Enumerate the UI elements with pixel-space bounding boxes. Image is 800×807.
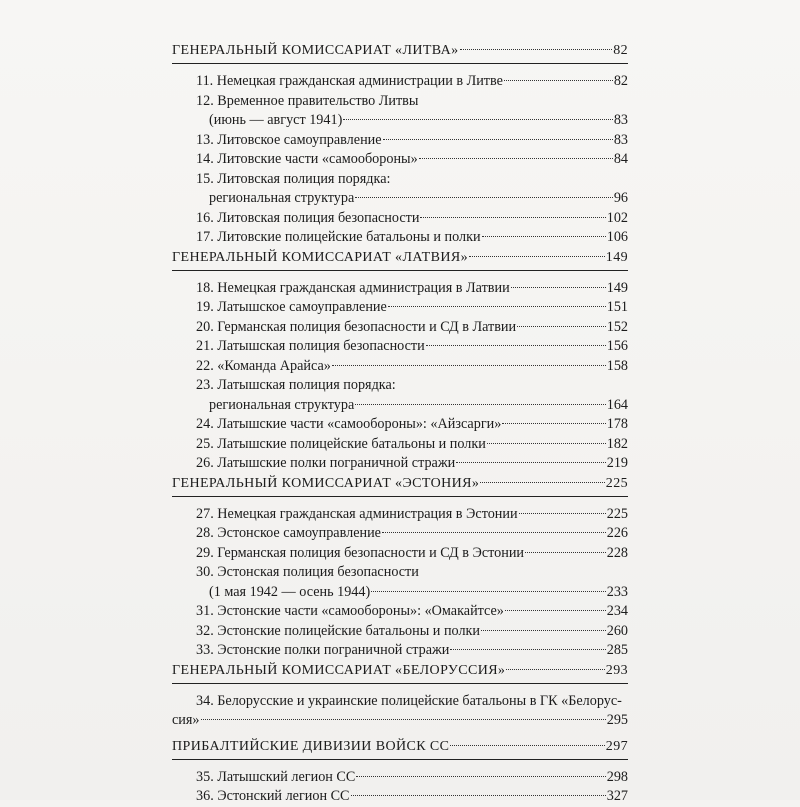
page-number: 151	[606, 299, 628, 315]
entry-title: (1 мая 1942 — осень 1944)	[209, 583, 371, 600]
page-number: 178	[606, 416, 628, 432]
leader-dots	[504, 80, 613, 81]
toc-section-heading	[172, 474, 628, 493]
entry-title: 13. Литовское самоуправление	[196, 131, 382, 148]
entry-title: (июнь — август 1941)	[209, 112, 343, 128]
page-number: 96	[613, 190, 628, 206]
leader-dots	[383, 139, 613, 140]
leader-dots	[511, 287, 606, 288]
section-title: ГЕНЕРАЛЬНЫЙ КОМИССАРИАТ «ЛИТВА»	[172, 43, 459, 58]
toc-section-heading	[172, 248, 628, 267]
entry-title: 19. Латышское самоуправление	[196, 299, 387, 315]
entry-title: региональная структура	[209, 190, 355, 206]
page-number: 298	[606, 768, 628, 785]
page-number: 285	[606, 642, 628, 658]
toc-section-heading	[172, 737, 628, 756]
entry-title: 16. Литовская полиция безопасности	[196, 209, 420, 226]
toc-entry	[172, 189, 628, 209]
leader-dots	[517, 326, 606, 327]
toc-entry	[172, 711, 628, 731]
entry-title: 17. Литовские полицейские батальоны и полки	[196, 229, 481, 245]
toc-entry	[172, 131, 628, 151]
toc-entry-line: 12. Временное правительство Литвы	[196, 92, 419, 109]
leader-dots	[201, 719, 606, 720]
toc-entry	[172, 298, 628, 318]
leader-dots	[382, 532, 606, 533]
page-number: 83	[613, 112, 628, 128]
entry-title: 31. Эстонские части «самообороны»: «Омакайтсе»	[196, 603, 504, 619]
toc-entry	[172, 415, 628, 435]
page-number: 83	[613, 131, 628, 148]
entry-title: 27. Немецкая гражданская администрация в Эстонии	[196, 505, 518, 522]
page-number: 82	[613, 43, 628, 58]
toc-entry	[172, 622, 628, 642]
leader-dots	[480, 482, 605, 483]
leader-dots	[450, 649, 605, 650]
toc-entry-line: 30. Эстонская полиция безопасности	[196, 564, 419, 580]
toc-entry	[172, 768, 628, 788]
page-number: 149	[606, 279, 628, 296]
toc-entry	[172, 209, 628, 229]
page-number: 297	[605, 738, 628, 754]
page-number: 158	[606, 357, 628, 374]
page-number: 225	[605, 475, 628, 491]
toc-entry	[172, 435, 628, 455]
leader-dots	[419, 158, 613, 159]
toc-entry	[172, 357, 628, 377]
section-divider	[172, 270, 628, 273]
section-divider	[172, 683, 628, 686]
entry-title: 24. Латышские части «самообороны»: «Айзсарги»	[196, 416, 502, 432]
toc-entry	[172, 396, 628, 416]
page-number: 106	[606, 229, 628, 245]
page-number: 293	[605, 662, 628, 678]
leader-dots	[505, 610, 606, 611]
toc-entry	[172, 505, 628, 525]
toc-entry	[172, 318, 628, 338]
page-number: 295	[606, 712, 628, 728]
leader-dots	[356, 776, 605, 777]
toc-entry	[172, 583, 628, 603]
entry-title: 25. Латышские полицейские батальоны и полки	[196, 435, 486, 452]
toc-entry	[172, 524, 628, 544]
page-number: 149	[605, 249, 628, 265]
entry-title: 20. Германская полиция безопасности и СД в Латвии	[196, 318, 517, 335]
leader-dots	[506, 669, 604, 670]
page-number: 182	[606, 435, 628, 452]
entry-title: 14. Литовские части «самообороны»	[196, 151, 418, 167]
page-number: 156	[606, 338, 628, 354]
entry-title: 26. Латышские полки пограничной стражи	[196, 455, 456, 471]
page-number: 152	[606, 318, 628, 335]
leader-dots	[469, 256, 605, 257]
entry-title: региональная структура	[209, 396, 355, 413]
leader-dots	[371, 591, 606, 592]
leader-dots	[420, 217, 605, 218]
entry-title: 35. Латышский легион СС	[196, 768, 356, 785]
leader-dots	[481, 630, 606, 631]
section-divider	[172, 63, 628, 66]
entry-title: 33. Эстонские полки пограничной стражи	[196, 642, 450, 658]
toc-entry	[172, 279, 628, 299]
toc-entry	[172, 454, 628, 474]
section-title: ПРИБАЛТИЙСКИЕ ДИВИЗИИ ВОЙСК СС	[172, 738, 450, 754]
leader-dots	[332, 365, 606, 366]
leader-dots	[525, 552, 606, 553]
page-number: 102	[606, 209, 628, 226]
toc-entry	[172, 544, 628, 564]
toc-entry-line: 23. Латышская полиция порядка:	[196, 377, 396, 393]
entry-title: 22. «Команда Арайса»	[196, 357, 331, 374]
page-number: 228	[606, 544, 628, 561]
toc-entry	[172, 111, 628, 131]
toc-entry	[172, 150, 628, 170]
table-of-contents	[172, 41, 628, 807]
entry-title: 36. Эстонский легион СС	[196, 788, 350, 804]
toc-section-heading	[172, 661, 628, 680]
leader-dots	[487, 443, 606, 444]
section-title: ГЕНЕРАЛЬНЫЙ КОМИССАРИАТ «ЭСТОНИЯ»	[172, 475, 480, 491]
page-number: 233	[606, 583, 628, 600]
page-number: 225	[606, 505, 628, 522]
toc-entry	[172, 787, 628, 807]
section-title: ГЕНЕРАЛЬНЫЙ КОМИССАРИАТ «ЛАТВИЯ»	[172, 249, 468, 265]
leader-dots	[426, 345, 606, 346]
section-divider	[172, 496, 628, 499]
entry-title: 11. Немецкая гражданская администрации в Литве	[196, 73, 503, 89]
leader-dots	[460, 49, 613, 50]
leader-dots	[502, 423, 605, 424]
entry-title: 28. Эстонское самоуправление	[196, 525, 381, 541]
leader-dots	[351, 795, 606, 796]
leader-dots	[343, 119, 612, 120]
entry-title: 29. Германская полиция безопасности и СД в Эстонии	[196, 544, 525, 561]
section-divider	[172, 759, 628, 762]
toc-entry	[172, 72, 628, 92]
leader-dots	[456, 462, 605, 463]
page-number: 84	[613, 151, 628, 167]
page-number: 82	[613, 73, 628, 89]
leader-dots	[355, 197, 613, 198]
page-number: 226	[606, 525, 628, 541]
entry-title: 21. Латышская полиция безопасности	[196, 338, 425, 354]
toc-entry-line: 34. Белорусские и украинские полицейские батальоны в ГК «Белорус-	[196, 692, 622, 709]
page-number: 327	[606, 788, 628, 804]
toc-entry	[172, 337, 628, 357]
toc-section-heading	[172, 41, 628, 60]
entry-title: 18. Немецкая гражданская администрация в Латвии	[196, 279, 510, 296]
leader-dots	[388, 306, 606, 307]
page-number: 219	[606, 455, 628, 471]
section-title: ГЕНЕРАЛЬНЫЙ КОМИССАРИАТ «БЕЛОРУССИЯ»	[172, 662, 506, 678]
page-number: 260	[606, 622, 628, 639]
entry-title: сия»	[172, 712, 200, 728]
entry-title: 32. Эстонские полицейские батальоны и полки	[196, 622, 481, 639]
toc-entry	[172, 228, 628, 248]
toc-entry	[172, 641, 628, 661]
leader-dots	[482, 236, 606, 237]
leader-dots	[519, 513, 606, 514]
leader-dots	[450, 745, 604, 746]
leader-dots	[355, 404, 605, 405]
toc-entry-line: 15. Литовская полиция порядка:	[196, 170, 391, 187]
page-number: 164	[606, 396, 628, 413]
page-number: 234	[606, 603, 628, 619]
toc-entry	[172, 602, 628, 622]
